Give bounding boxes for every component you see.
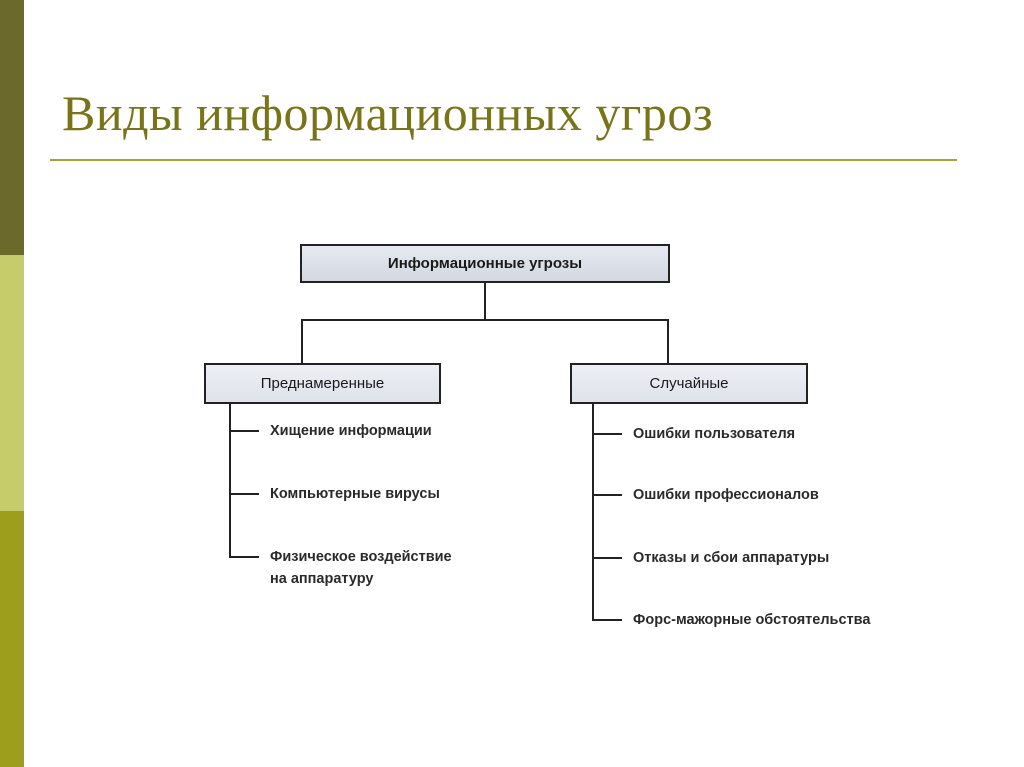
right-spine (592, 403, 594, 621)
leaf-info-theft (270, 420, 432, 442)
right-tick-4 (592, 619, 622, 621)
leaf-force-majeure: Форс-мажорные обстоятельства (633, 612, 871, 628)
title-underline (50, 159, 957, 161)
right-tick-1 (592, 433, 622, 435)
left-tick-1 (229, 430, 259, 432)
right-tick-3 (592, 557, 622, 559)
right-branch-connector (667, 319, 669, 364)
leaf-physical-impact-line-1: Физическое воздействие (270, 549, 452, 565)
side-stripe-bottom (0, 511, 24, 767)
slide-title: Виды информационных угроз (62, 85, 714, 141)
leaf-computer-viruses-line: Компьютерные вирусы (270, 486, 440, 502)
right-tick-2 (592, 494, 622, 496)
intentional-node: Преднамеренные (204, 363, 441, 404)
left-tick-2 (229, 493, 259, 495)
root-node: Информационные угрозы (300, 244, 670, 283)
leaf-hardware-failures: Отказы и сбои аппаратуры (633, 550, 830, 566)
leaf-computer-viruses (270, 483, 440, 505)
leaf-info-theft-line: Хищение информации (270, 423, 432, 439)
side-stripe-middle (0, 255, 24, 511)
leaf-physical-impact (270, 546, 452, 590)
left-spine (229, 403, 231, 558)
root-down-connector (484, 282, 486, 320)
accidental-node: Случайные (570, 363, 808, 404)
leaf-professional-errors: Ошибки профессионалов (633, 487, 819, 503)
side-stripe-top (0, 0, 24, 255)
leaf-user-errors: Ошибки пользователя (633, 426, 796, 442)
left-branch-connector (301, 319, 303, 364)
left-tick-3 (229, 556, 259, 558)
leaf-physical-impact-line-2: на аппаратуру (270, 571, 374, 587)
branch-horizontal-connector (301, 319, 669, 321)
